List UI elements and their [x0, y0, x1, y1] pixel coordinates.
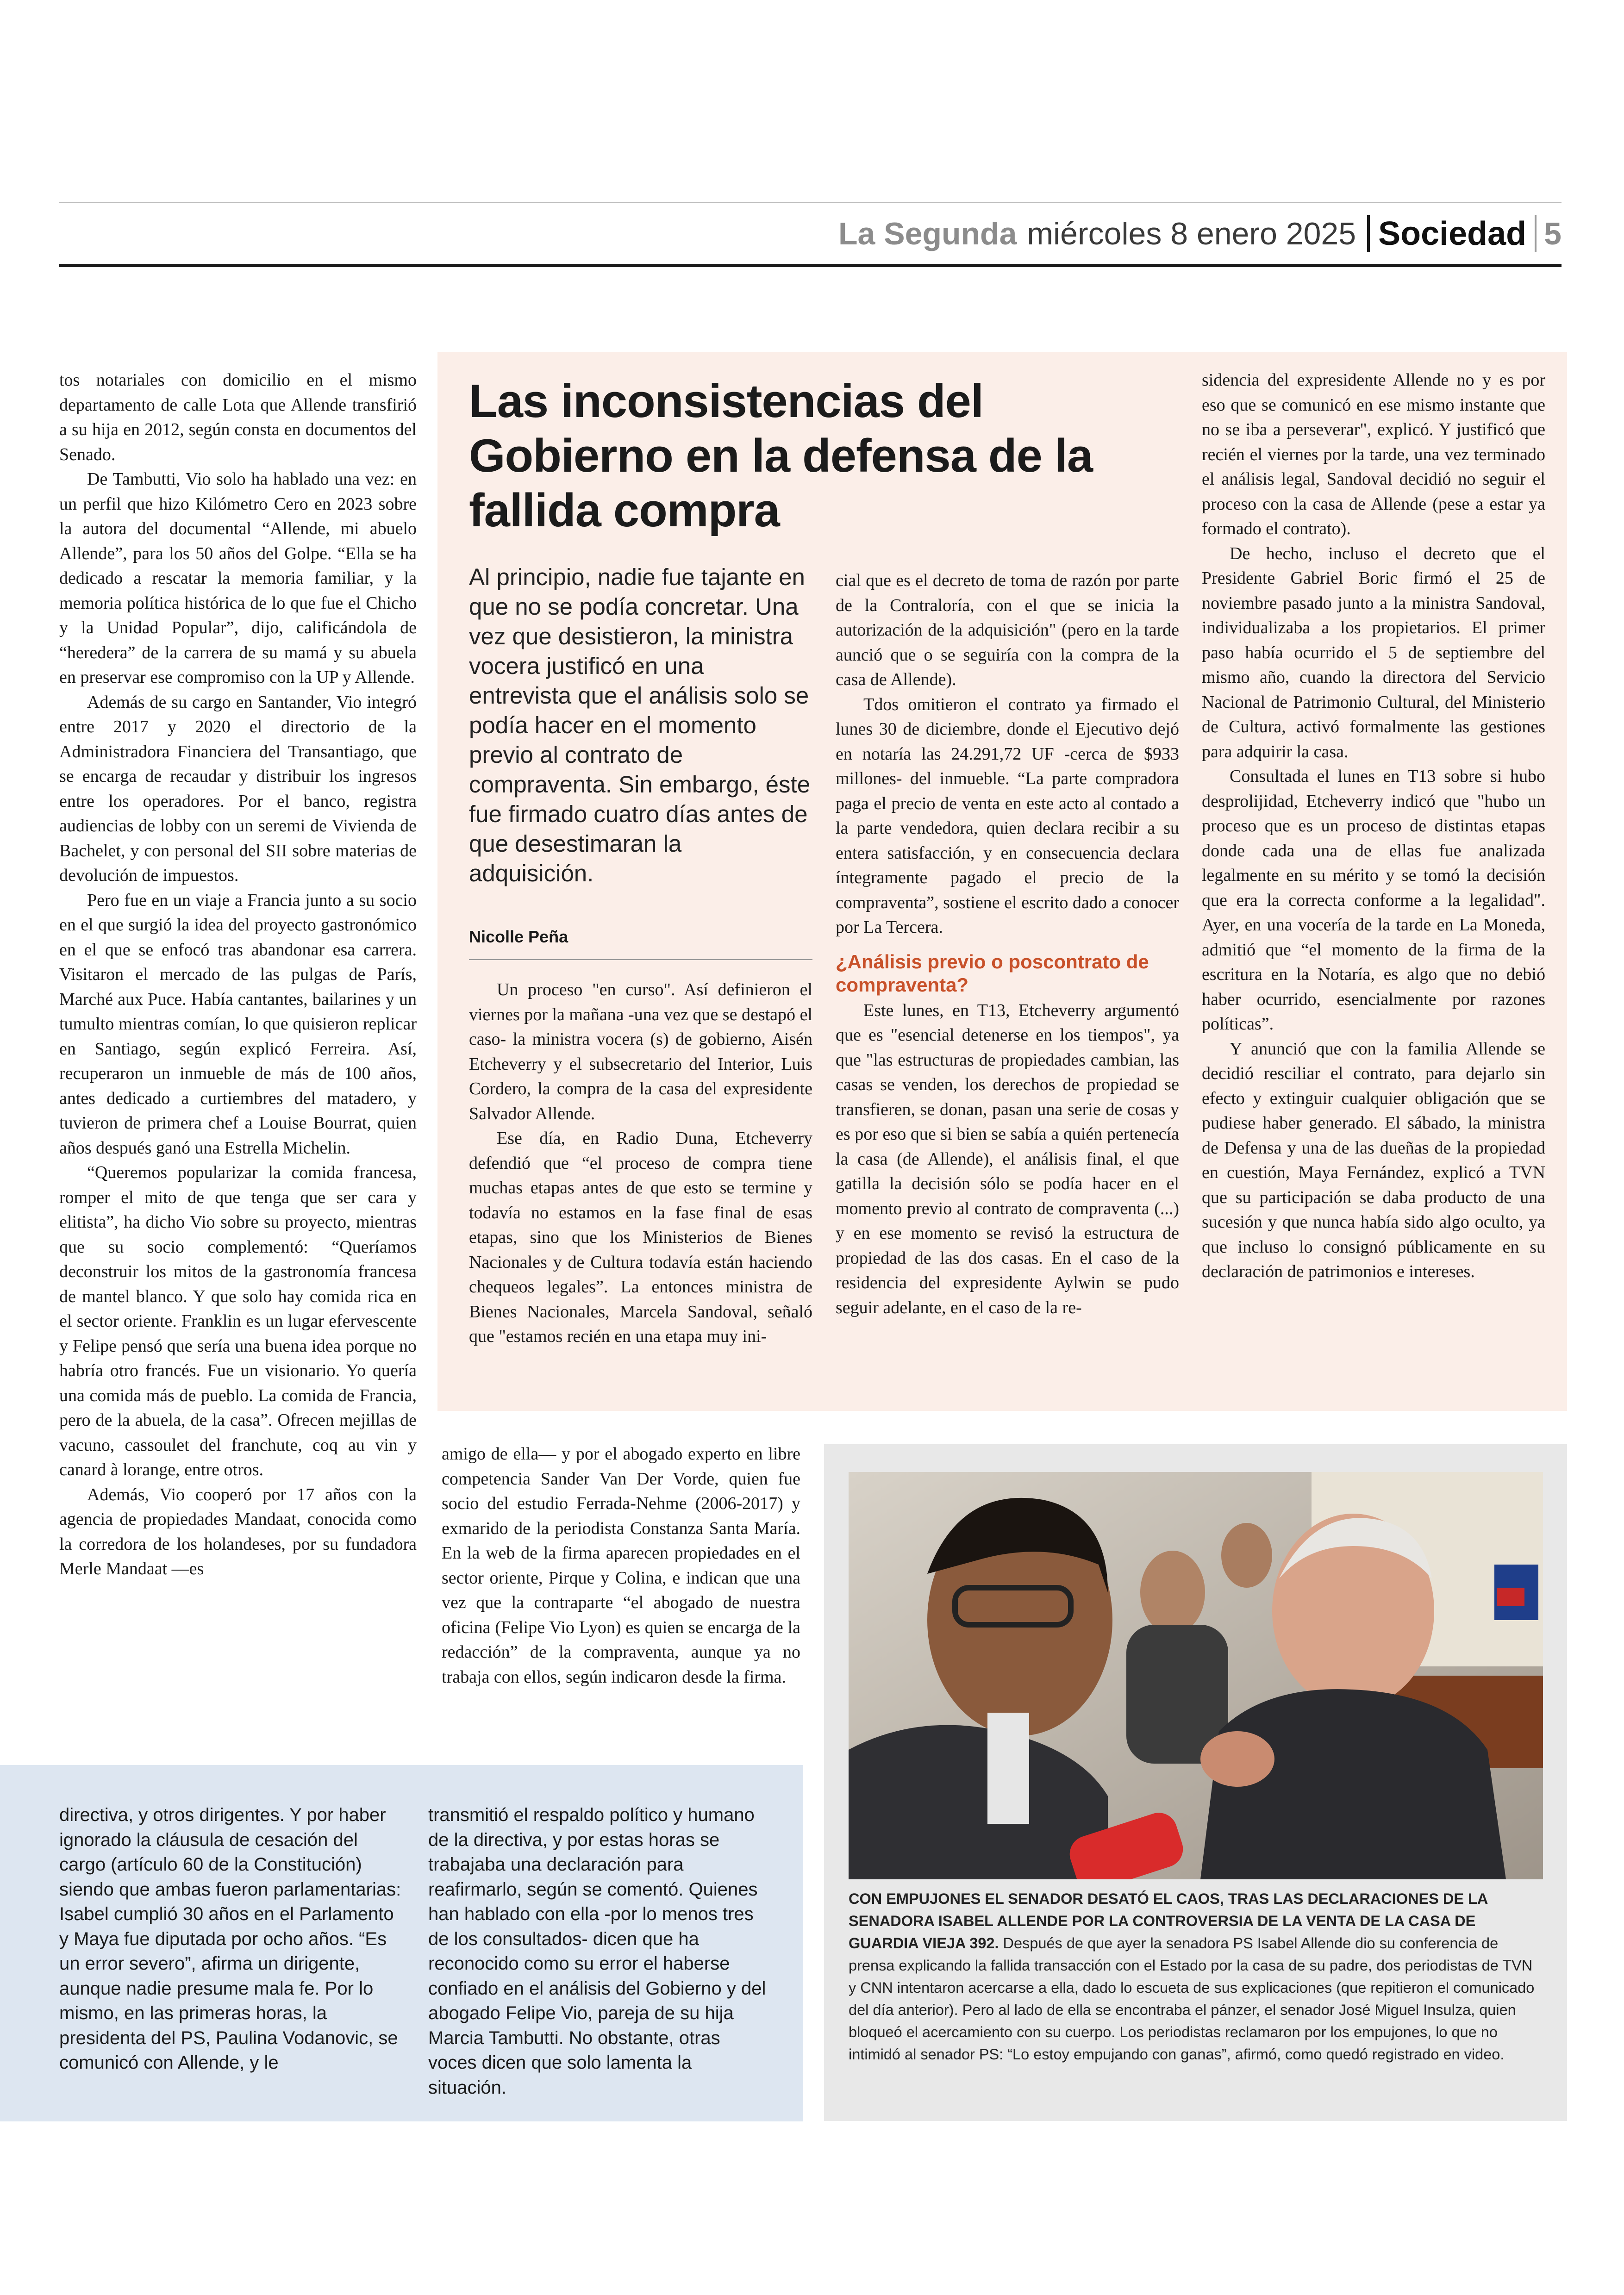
- issue-date: miércoles 8 enero 2025: [1027, 216, 1356, 251]
- photo-illustration: [849, 1472, 1543, 1879]
- feature-lede: Al principio, nadie fue tajante en que no se podía concretar. Una vez que desistieron, la ministra vocera justificó en una entrevista que el análisis solo se podía hacer en el momento previo al contrato de compraventa. Sin embargo, éste fue firmado cuatro días antes de que desestimaran la adquisición.: [469, 564, 811, 886]
- paragraph: Consultada el lunes en T13 sobre si hubo desprolijidad, Etcheverry indicó que "hubo un proceso que es un proceso de distintas etapas donde cada una de ellas fue analizada legalmente en su mérito y se tomó la decisión que era la correcta conforme a la legalidad". Ayer, en una vocería de la tarde en La Moneda, admitió que “el momento de la firma de la escritura en la Notaría, es algo que no debió haber ocurrido, esencialmente por razones políticas”.: [1202, 767, 1545, 1034]
- paragraph: cial que es el decreto de toma de razón por parte de la Contraloría, con el que se inicia la autorización de la adquisición" (pero en la tarde aunció que o se seguiría con la compra de la casa de Allende).: [836, 571, 1179, 689]
- feature-headline: Las inconsistencias del Gobierno en la defensa de la fallida compra: [469, 375, 1093, 536]
- paragraph: amigo de ella— y por el abogado experto en libre competencia Sander Van Der Vorde, quien fue socio del estudio Ferrada-Nehme (2006-2017) y exmarido de la periodista Constanza Santa María. En la web de la firma aparecen propiedades en el sector oriente, Pirque y Colina, e indican que una vez que la contraparte “el abogado de nuestra oficina (Felipe Vio Lyon) es quien se encarga de la redacción” de la compraventa, aunque ya no trabaja con ellos, según indicaron desde la firma.: [442, 1444, 800, 1687]
- paragraph: Ese día, en Radio Duna, Etcheverry defendió que “el proceso de compra tiene muchas etapas antes de que esto se termine y todavía no estamos en la fase final de esas etapas, sino que los Ministerios de Bienes Nacionales y de Cultura todavía están haciendo chequeos legales”. La entonces ministra de Bienes Nacionales, Marcela Sandoval, señaló que "estamos recién en una etapa muy ini-: [469, 1129, 812, 1346]
- photo-caption: [849, 1888, 1543, 2065]
- page-header: [838, 208, 1562, 259]
- paragraph: Además, Vio cooperó por 17 años con la agencia de propiedades Mandaat, conocida como la corredora de los holandeses, por su fundadora Merle Mandaat —es: [59, 1484, 417, 1578]
- paragraph: “Queremos popularizar la comida francesa, romper el mito de que tenga que ser cara y elitista”, ha dicho Vio sobre su proyecto, mientras que su socio complementó: “Queríamos deconstruir los mitos de la gastronomía francesa de mantel blanco. Y que solo hay comida rica en el sector oriente. Franklin es un lugar efervescente y Felipe pensó que sería una buena idea porque no habría otro francés. Fue un visionario. Yo quería una comida más de pueblo. La comida de Francia, pero de la abuela, de la casa”. Ofrecen mejillas de vacuno, cassoulet del franchute, coq au vin y canard à lorange, entre otros.: [59, 1163, 417, 1479]
- header-bottom-rule: [59, 264, 1562, 267]
- article-column-left: [59, 368, 417, 1582]
- article-column-continuation: [442, 1442, 800, 1690]
- paragraph: De Tambutti, Vio solo ha hablado una vez: en un perfil que hizo Kilómetro Cero en 2023 sobre la autora del documental “Allende, mi abuelo Allende”, para los 50 años del Golpe. “Ella se ha dedicado a rescatar la memoria familiar, y la memoria política histórica de lo que fue el Chicho y la Unidad Popular”, dijo, calificándola de “heredera” de la carrera de su mamá y su abuela en preservar ese compromiso con la UP y Allende.: [59, 469, 417, 687]
- feature-column-3: [1202, 368, 1545, 1285]
- paragraph: sidencia del expresidente Allende no y es por eso que se comunicó en ese mismo instante que no se iba a perseverar", explicó. Y justificó que recién el viernes por la tarde, una vez terminado el análisis legal, Sandoval decidió no seguir el proceso con la casa de Allende (pese a estar ya formado el contrato).: [1202, 370, 1545, 538]
- paragraph: Y anunció que con la familia Allende se decidió resciliar el contrato, para dejarlo sin efecto y extinguir cualquier obligación que se pudiese haber generado. El sábado, la ministra de Defensa y una de las dueñas de la propiedad en cuestión, Maya Fernández, explicó a TVN que su participación se daba producto de una sucesión y que nunca había sido algo oculto, ya que incluso lo consignó públicamente en su declaración de patrimonios e intereses.: [1202, 1039, 1545, 1281]
- header-divider-2: [1535, 215, 1537, 252]
- byline-rule: [469, 959, 812, 960]
- sidebar-column-1: directiva, y otros dirigentes. Y por haber ignorado la cláusula de cesación del cargo (artículo 60 de la Constitución) siendo que ambas fueron parlamentarias: Isabel cumplió 30 años en el Parlamento y Maya fue diputada por ocho años. “Es un error severo”, afirma un dirigente, aunque nadie presume mala fe. Por lo mismo, en las primeras horas, la presidenta del PS, Paulina Vodanovic, se comunicó con Allende, y le: [59, 1805, 401, 2073]
- paragraph: Además de su cargo en Santander, Vio integró entre 2017 y 2020 el directorio de la Administradora Financiera del Transantiago, que se encarga de recaudar y distribuir los ingresos entre los operadores. Por el banco, registra audiencias de lobby con un seremi de Vivienda de Bachelet, y con personal del SII sobre materias de devolución de impuestos.: [59, 692, 417, 885]
- sidebar-column-2: transmitió el respaldo político y humano de la directiva, y por estas horas se trabajaba una declaración para reafirmarlo, según se comentó. Quienes han hablado con ella -por lo menos tres de los consultados- dicen que ha reconocido como su error el haberse confiado en el análisis del Gobierno y del abogado Felipe Vio, pareja de su hija Marcia Tambutti. No obstante, otras voces dicen que solo lamenta la situación.: [428, 1805, 766, 2098]
- feature-column-2: [836, 568, 1179, 1320]
- feature-column-1: [469, 978, 812, 1349]
- header-divider: [1367, 215, 1370, 252]
- paragraph: Pero fue en un viaje a Francia junto a su socio en el que surgió la idea del proyecto gastronómico en el que se enfocó tras abandonar esa carrera. Visitaron el mercado de las pulgas de París, Marché aux Puce. Había cantantes, bailarines y un tumulto mientras comían, lo que quisieron replicar en Santiago, según explicó Ferreira. Así, recuperaron un inmueble de más de 100 años, antes dedicado a curtiembres del matadero, y tuvieron de primera chef a Louise Bourrat, quien años después ganó una Estrella Michelin.: [59, 890, 417, 1158]
- paragraph: Un proceso "en curso". Así definieron el viernes por la mañana -una vez que se destapó el caso- la ministra vocera (s) de gobierno, Aisén Etcheverry y el subsecretario del Interior, Luis Cordero, la compra de la casa del expresidente Salvador Allende.: [469, 980, 812, 1123]
- paragraph: tos notariales con domicilio en el mismo departamento de calle Lota que Allende transfirió a su hija en 2012, según consta en documentos del Senado.: [59, 370, 417, 464]
- caption-text: Después de que ayer la senadora PS Isabel Allende dio su conferencia de prensa explicando la fallida transacción con el Estado por la casa de su padre, dos periodistas de TVN y CNN intentaron acercarse a ella, dado lo escueta de sus explicaciones (que repitieron el comunicado del día anterior). Pero al lado de ella se encontraba el pánzer, el senador José Miguel Insulza, quien bloqueó el acercamiento con su cuerpo. Los periodistas reclamaron por los empujones, lo que no intimidó al senador PS: “Lo estoy empujando con ganas”, afirmó, como quedó registrado en video.: [849, 1935, 1535, 2063]
- paragraph: Este lunes, en T13, Etcheverry argumentó que es "esencial detenerse en los tiempos", ya que "las estructuras de propiedades cambian, las casas se venden, los derechos de propiedad se transfieren, se donan, pasan una serie de cosas y es por eso que si bien se sabía a quién pertenecía la casa (de Allende), el análisis final, el que gatilla la decisión sólo se podía hacer en el momento previo al contrato de compraventa (...) y en ese momento se revisó la estructura de propiedad de las dos casas. En el caso de la residencia del expresidente Aylwin se pudo seguir adelante, en el caso de la re-: [836, 1000, 1179, 1317]
- news-photo: [849, 1472, 1543, 1879]
- newspaper-name: La Segunda: [838, 216, 1017, 251]
- paragraph: De hecho, incluso el decreto que el Presidente Gabriel Boric firmó el 25 de noviembre pasado junto a la ministra Sandoval, individualizaba a los propietarios. El primer paso había ocurrido el 5 de septiembre del mismo año, cuando la directora del Servicio Nacional de Patrimonio Cultural, del Ministerio de Cultura, activó formalmente las gestiones para adquirir la casa.: [1202, 543, 1545, 761]
- header-top-rule: [59, 202, 1562, 203]
- page-number: 5: [1544, 216, 1562, 251]
- byline: Nicolle Peña: [469, 927, 568, 946]
- paragraph: Tdos omitieron el contrato ya firmado el lunes 30 de diciembre, donde el Ejecutivo dejó en notaría las 24.291,72 UF -cerca de $933 millones- del inmueble. “La parte compradora paga el precio de venta en este acto al contado a la parte vendedora, quien declara recibir a su entera satisfacción, y en consecuencia declara íntegramente pagado el precio de la compraventa”, sostiene el escrito dado a conocer por La Tercera.: [836, 694, 1179, 937]
- caption-headline: CON EMPUJONES EL SENADOR DESATÓ EL CAOS, TRAS LAS DECLARACIONES DE LA SENADORA ISABEL ALLENDE POR LA CONTROVERSIA DE LA VENTA DE LA CASA DE GUARDIA VIEJA 392.: [849, 1890, 1488, 1952]
- section-name: Sociedad: [1378, 215, 1527, 252]
- feature-subhead: ¿Análisis previo o poscontrato de compraventa?: [836, 950, 1149, 996]
